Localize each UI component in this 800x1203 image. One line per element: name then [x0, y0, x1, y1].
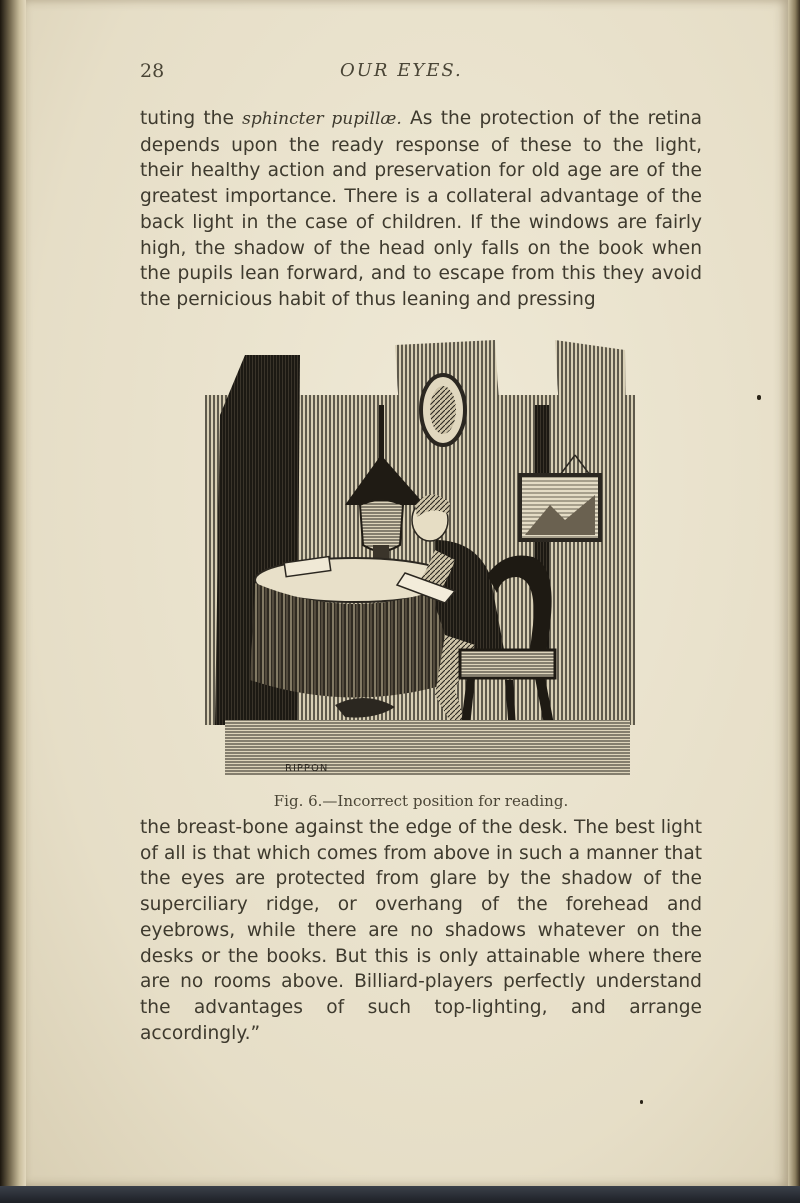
portrait-image	[430, 386, 456, 434]
engraving-illustration	[205, 335, 635, 790]
paper-speck	[640, 1100, 643, 1104]
book-binding-gutter	[0, 0, 26, 1203]
scan-bottom-edge	[0, 1186, 800, 1203]
chair-seat	[460, 650, 555, 678]
paragraph-bottom: the breast-bone against the edge of the desk. The best light of all is that which comes from above in such a manner that the eyes are protected from glare by the shadow of the superciliary ridge, or overhang of the forehead and eyebrows, while there are no shadows whatever on the desks or the books. But this is only attainable where there are no rooms above. Billiard-players perfectly understand the advantages of such top-lighting, and arrange accordingly.”	[140, 817, 702, 1044]
lamp-font	[360, 500, 403, 551]
page-number: 28	[140, 60, 165, 82]
page-edge	[788, 0, 800, 1186]
paragraph-top-lead: tuting the	[140, 108, 243, 129]
engraver-signature: RIPPON	[285, 763, 329, 774]
running-title: OUR EYES.	[340, 60, 463, 81]
paragraph-top-rest: As the protection of the retina depends upon the ready response of these to the light, their healthy action and preservation for old age are of the greatest importance. There is a collateral advantage of the back light in the case of children. If the windows are fairly high, the shadow of the head only falls on the book when the pupils lean forward, and to escape from this they avoid the pernicious habit of thus leaning and pressing	[140, 108, 702, 310]
paragraph-top-italic: sphincter pupillæ.	[242, 109, 402, 129]
figure-caption: Fig. 6.—Incorrect position for reading.	[273, 792, 569, 810]
paper-speck	[757, 395, 761, 400]
paragraph-top	[140, 106, 702, 313]
page-header	[140, 60, 700, 90]
